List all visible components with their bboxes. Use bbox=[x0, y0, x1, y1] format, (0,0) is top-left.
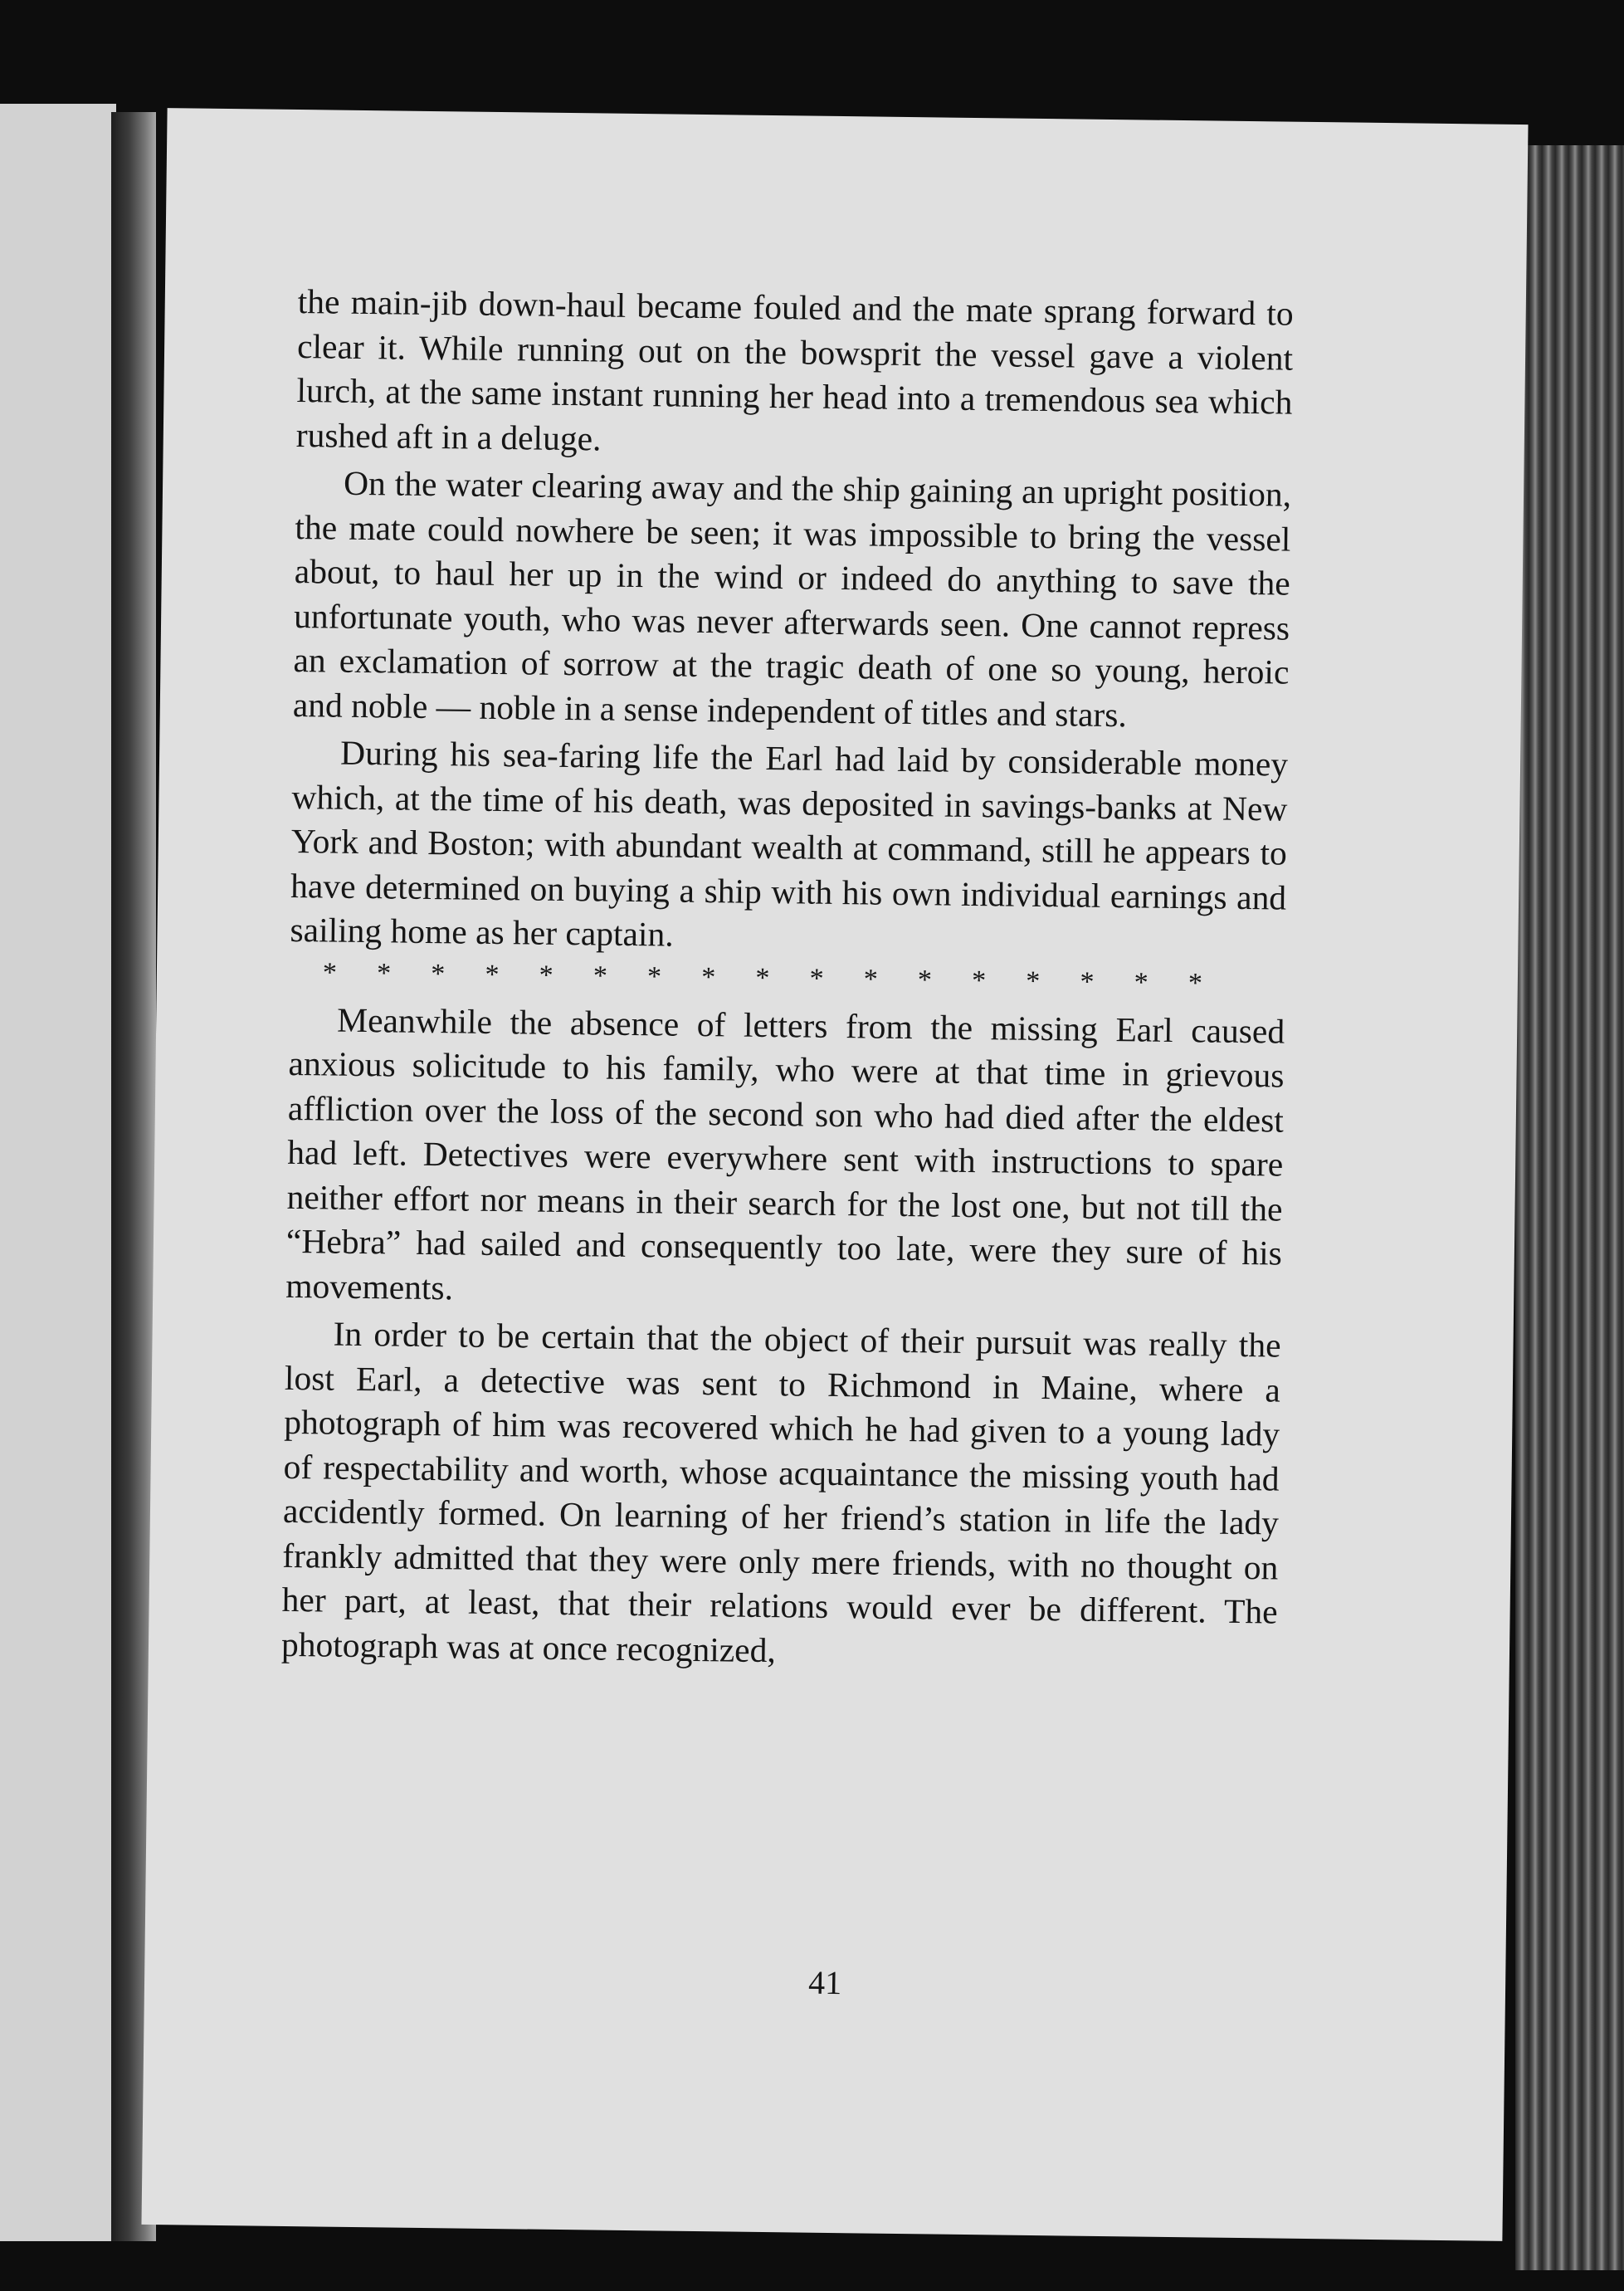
separator-star: * bbox=[485, 959, 500, 990]
separator-star: * bbox=[700, 961, 716, 993]
separator-star: * bbox=[376, 957, 392, 989]
separator-star: * bbox=[539, 960, 554, 991]
page-number: 41 bbox=[807, 1963, 842, 2002]
separator-star: * bbox=[917, 964, 933, 995]
separator-star: * bbox=[431, 958, 446, 989]
separator-star: * bbox=[809, 963, 824, 994]
paragraph-2: On the water clearing away and the ship gaining an upright position, the mate could nowhere be seen; it was impossible to bring the vessel about, to haul her up in the wind or indeed do anything to save the unfortunate youth, who was never afterwards seen. One cannot repress an exclamation of sorrow at the tragic death of one so young, heroic and noble — noble in a sense independent of titles and stars. bbox=[292, 463, 1292, 734]
paragraph-5: In order to be certain that the object of their pursuit was really the lost Earl, a detective was sent to Richmond in Maine, where a photograph of him was recovered which he had given to a young lady of respectability and worth, whose acquaintance the missing youth had accidently formed. On learning of her friend’s station in life the lady frankly admitted that they were only mere friends, with no thought on her part, at least, that their relations would ever be different. The photograph was at once recognized, bbox=[280, 1314, 1281, 1669]
paragraph-4: Meanwhile the absence of letters from the missing Earl caused anxious solicitude to his family, who were at that time in grievous affliction over the loss of the second son who had died after the eldest had left. Detectives were everywhere sent with instructions to spare neither effort nor means in their search for the lost one, but not till the “Hebra” had sailed and consequently too late, were they sure of his movements. bbox=[285, 1000, 1285, 1307]
book-page bbox=[141, 108, 1528, 2241]
paragraph-3: During his sea-faring life the Earl had laid by considerable money which, at the time of his death, was deposited in savings-banks at New York and Boston; with abundant wealth at command, still he appears to have determined on buying a ship with his own individual earnings and sailing home as her captain. bbox=[290, 733, 1289, 954]
section-separator bbox=[290, 955, 1202, 999]
separator-star: * bbox=[1134, 966, 1149, 999]
separator-star: * bbox=[1026, 965, 1041, 997]
separator-star: * bbox=[1188, 967, 1203, 999]
separator-star: * bbox=[755, 962, 770, 994]
separator-star: * bbox=[646, 960, 662, 992]
separator-star: * bbox=[593, 960, 608, 992]
separator-star: * bbox=[322, 956, 338, 989]
body-text bbox=[281, 280, 1294, 1683]
left-page-edge bbox=[0, 104, 116, 2241]
separator-star: * bbox=[1080, 966, 1095, 998]
page-stack-edges bbox=[1515, 145, 1624, 2270]
paragraph-1: the main-jib down-haul became fouled and the mate sprang forward to clear it. While running out on the bowsprit the vessel gave a violent lurch, at the same instant running her head into a tremendous sea which rushed aft in a deluge. bbox=[295, 282, 1294, 457]
separator-star: * bbox=[863, 963, 878, 995]
separator-star: * bbox=[971, 965, 987, 996]
